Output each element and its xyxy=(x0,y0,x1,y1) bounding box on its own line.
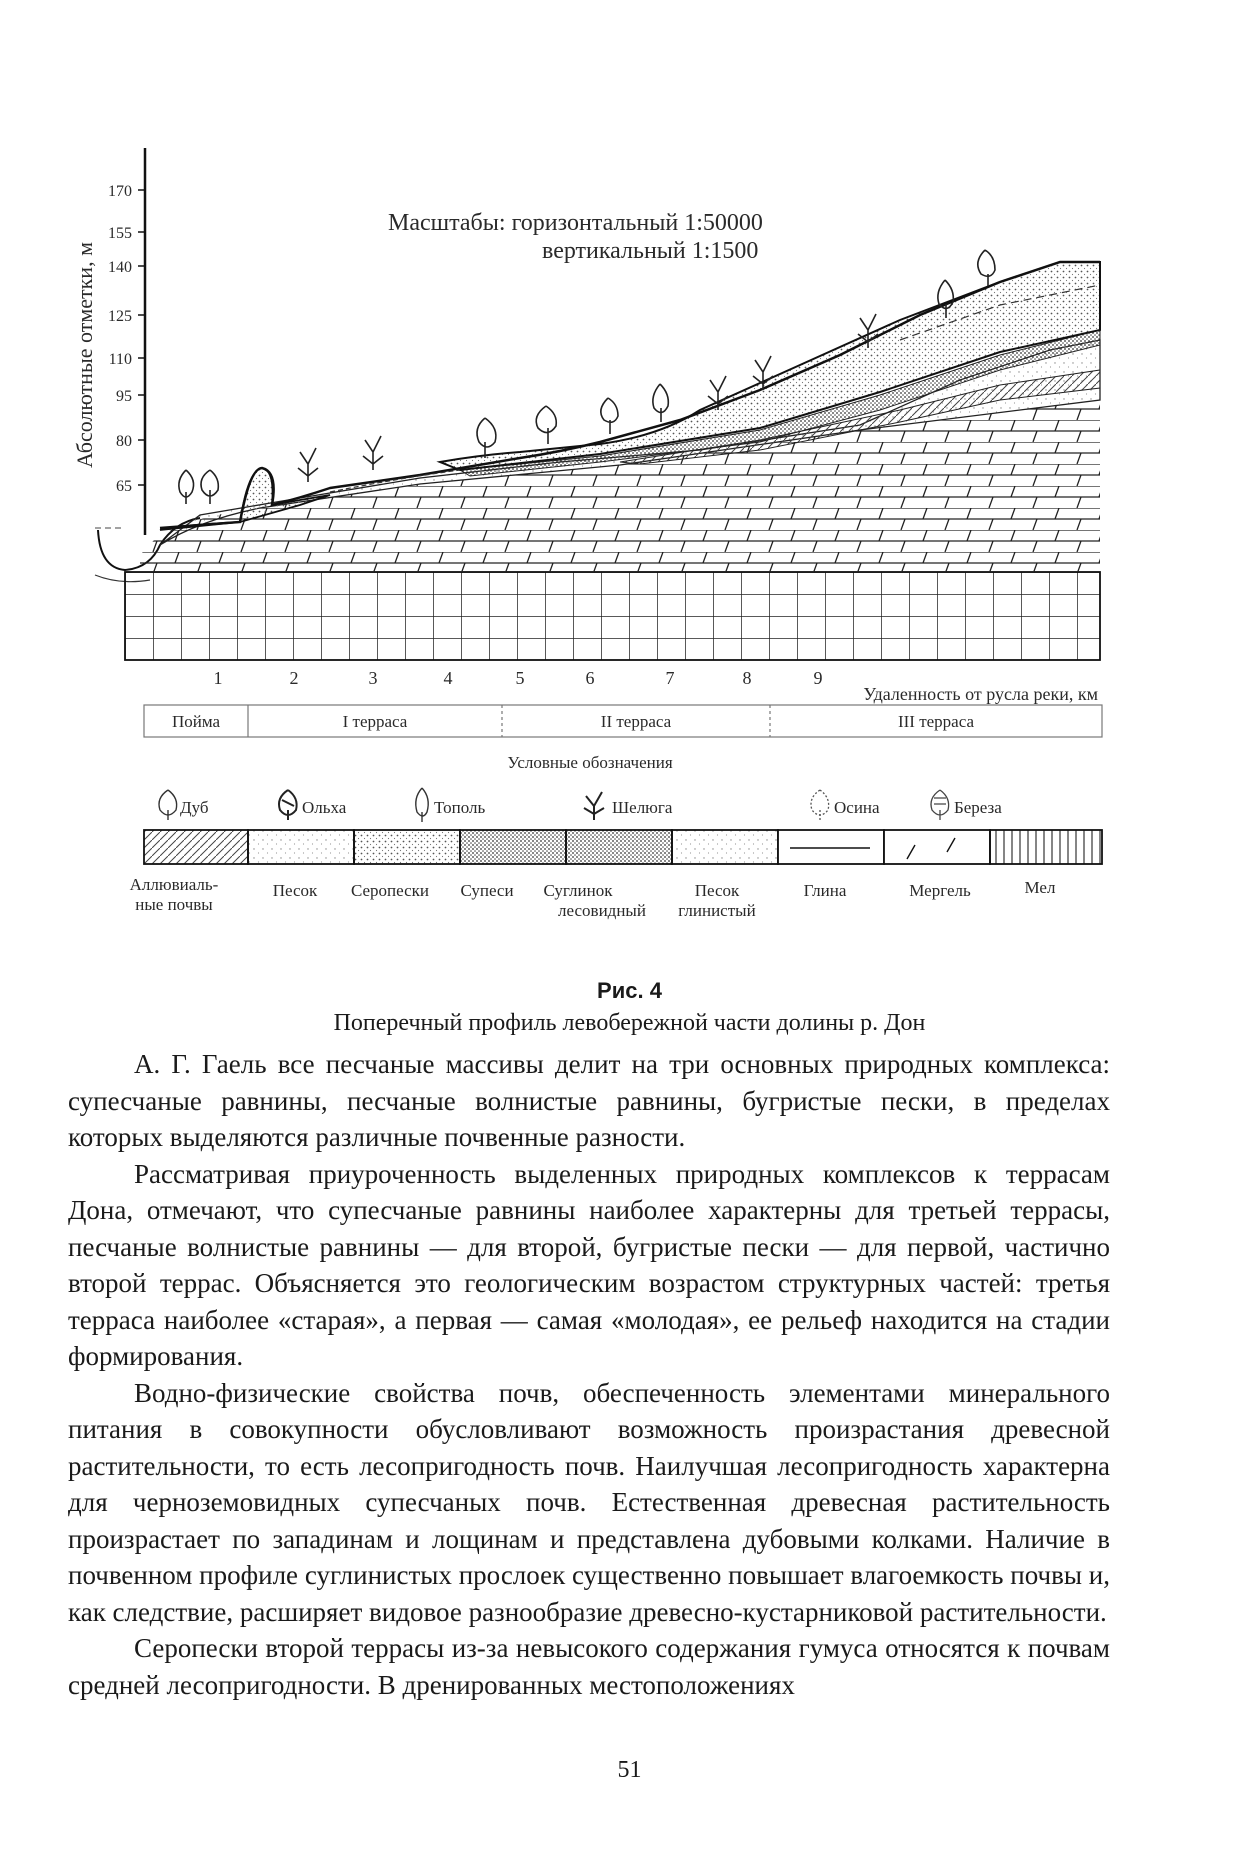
x-axis-label: Удаленность от русла реки, км xyxy=(863,684,1098,704)
tree-legend xyxy=(159,788,1002,822)
tree-legend-label: Ольха xyxy=(302,798,347,817)
soil-label: Мел xyxy=(1024,878,1056,897)
tree-legend-label: Шелюга xyxy=(612,798,673,817)
terrace-zones xyxy=(144,705,1102,737)
legend-title: Условные обозначения xyxy=(507,753,673,772)
soil-label: Глина xyxy=(803,881,847,900)
tree-legend-label: Береза xyxy=(954,798,1002,817)
soil-label: Мергель xyxy=(909,881,971,900)
soil-label: Супеси xyxy=(460,881,514,900)
soil-legend xyxy=(144,830,1102,864)
x-tick: 5 xyxy=(515,668,525,688)
y-tick: 110 xyxy=(108,351,132,368)
soil-label: Серопески xyxy=(350,881,430,900)
zone-label: III терраса xyxy=(897,712,975,731)
poplar-icon xyxy=(416,788,428,822)
alder-icon xyxy=(279,790,297,820)
x-tick: 7 xyxy=(665,668,675,688)
y-tick: 140 xyxy=(108,259,132,276)
y-tick: 155 xyxy=(108,225,132,242)
y-axis xyxy=(72,148,145,535)
soil-label: ные почвы xyxy=(135,895,213,914)
willow-icon xyxy=(584,792,604,820)
x-tick: 9 xyxy=(813,668,823,688)
x-tick: 6 xyxy=(585,668,595,688)
y-axis-label: Абсолютные отметки, м xyxy=(72,241,97,469)
tree-legend-label: Осина xyxy=(834,798,880,817)
soil-label: Суглинок xyxy=(543,881,613,900)
page-number: 51 xyxy=(617,1757,642,1783)
x-tick: 4 xyxy=(443,668,453,688)
y-tick: 65 xyxy=(116,478,132,495)
y-tick: 170 xyxy=(108,183,132,200)
x-tick: 1 xyxy=(213,668,223,688)
soil-label: Песок xyxy=(272,881,318,900)
chalk-layer xyxy=(125,572,1100,660)
scale-horizontal: Масштабы: горизонтальный 1:50000 xyxy=(388,210,763,236)
zone-label: I терраса xyxy=(342,712,408,731)
tree-legend-label: Тополь xyxy=(434,798,486,817)
zone-label: Пойма xyxy=(171,712,221,731)
y-tick: 125 xyxy=(108,308,132,325)
oak-icon xyxy=(159,790,177,820)
x-tick: 2 xyxy=(289,668,299,688)
tree-legend-label: Дуб xyxy=(180,798,209,817)
birch-icon xyxy=(931,790,949,820)
figure-number: Рис. 4 xyxy=(597,978,662,1003)
scale-vertical: вертикальный 1:1500 xyxy=(542,238,759,264)
body-text xyxy=(68,1046,1110,1703)
soil-label: лесовидный xyxy=(558,901,646,920)
x-tick: 8 xyxy=(742,668,752,688)
soil-label: Аллювиаль- xyxy=(129,875,219,894)
paragraph: Серопески второй террасы из-за невысокого содержания гумуса относятся к почвам средней лесопригодности. В дренированных местоположениях xyxy=(68,1633,1110,1700)
paragraph: Рассматривая приуроченность выделенных природных комплексов к террасам Дона, отмечают, что супесчаные равнины наиболее характерны для третьей террасы, песчаные волнистые равнины — для второй, бугристые пески — для первой, частично второй террас. Объясняется это геологическим возрастом структурных частей: третья терраса наиболее «старая», а первая — самая «молодая», ее рельеф находится на стадии формирования. xyxy=(68,1158,1110,1371)
paragraph: Водно-физические свойства почв, обеспеченность элементами минерального питания в совокупности обусловливают возможность произрастания древесной растительности, то есть лесопригодность почв. Наилучшая лесопригодность характерна для черноземовидных супесчаных почв. Естественная древесная растительность произрастает по западинам и лощинам и представлена дубовыми колками. Наличие в почвенном профиле суглинистых прослоек существенно повышает влагоемкость почвы и, как следствие, расширяет видовое разнообразие древесно-кустарниковой растительности. xyxy=(68,1377,1110,1627)
zone-label: II терраса xyxy=(600,712,672,731)
soil-label: Песок xyxy=(694,881,740,900)
aspen-icon xyxy=(811,790,829,820)
figure-title: Поперечный профиль левобережной части долины р. Дон xyxy=(333,1010,926,1036)
paragraph: А. Г. Гаель все песчаные массивы делит на три основных природных комплекса: супесчаные равнины, песчаные волнистые равнины, бугристые пески, в пределах которых выделяются различные почвенные разности. xyxy=(68,1049,1110,1152)
y-tick: 80 xyxy=(116,433,132,450)
y-tick: 95 xyxy=(116,388,132,405)
x-tick: 3 xyxy=(368,668,378,688)
soil-label: глинистый xyxy=(678,901,756,920)
